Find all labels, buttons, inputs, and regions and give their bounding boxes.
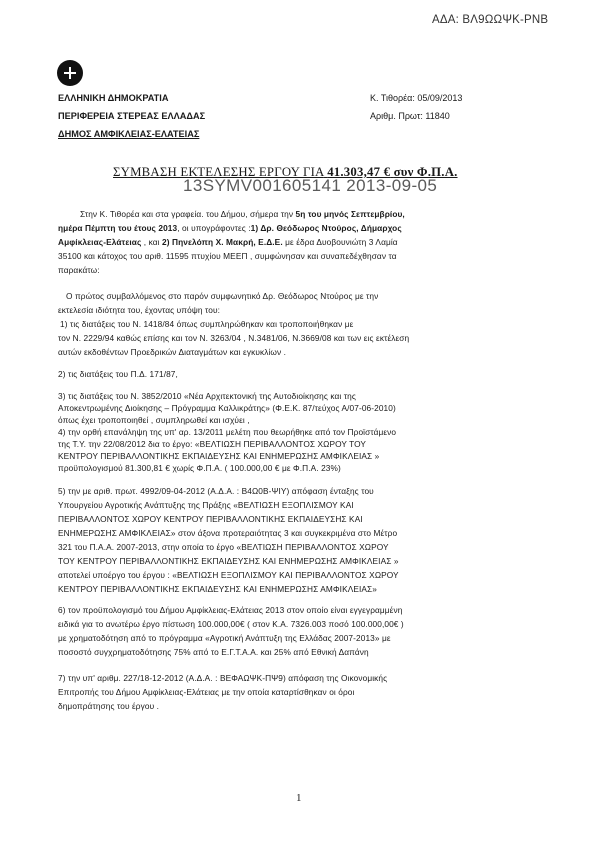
item5-line: ΠΕΡΙΒΑΛΛΟΝΤΟΣ ΧΩΡΟΥ ΚΕΝΤΡΟΥ ΠΕΡΙΒΑΛΛΟΝΤΙΚΗΣ ΕΚΠΑΙΔΕΥΣΗΣ ΚΑΙ [58, 514, 363, 524]
header-protocol-number: Αριθμ. Πρωτ: 11840 [370, 111, 450, 121]
item5-line: ΚΕΝΤΡΟΥ ΠΕΡΙΒΑΛΛΟΝΤΙΚΗΣ ΕΚΠΑΙΔΕΥΣΗΣ ΚΑΙ ΕΝΗΜΕΡΩΣΗΣ ΑΜΦΙΚΛΕΙΑΣ» [58, 584, 377, 594]
item3-line: 3) τις διατάξεις του Ν. 3852/2010 «Νέα Αρχιτεκτονική της Αυτοδιοίκησης και της [58, 391, 356, 401]
item4-line: ΚΕΝΤΡΟΥ ΠΕΡΙΒΑΛΛΟΝΤΙΚΗΣ ΕΚΠΑΙΔΕΥΣΗΣ ΚΑΙ ΕΝΗΜΕΡΩΣΗΣ ΑΜΦΙΚΛΕΙΑΣ » [58, 451, 380, 461]
intro-line-3: Αμφίκλειας-Ελάτειας , και 2) Πηνελόπη Χ. Μακρή, Ε.Δ.Ε. με έδρα Δυοβουνιώτη 3 Λαμία [58, 237, 398, 247]
page-number: 1 [296, 792, 302, 804]
para1-line: Ο πρώτος συμβαλλόμενος στο παρόν συμφωνητικό Δρ. Θεόδωρος Ντούρος με την [66, 291, 379, 301]
para1-line: τον Ν. 2229/94 καθώς επίσης και τον Ν. 3263/04 , Ν.3481/06, Ν.3669/08 και των εις εκτέλεση [58, 333, 410, 343]
item6-line: με χρηματοδότηση από το πρόγραμμα «Αγροτική Ανάπτυξη της Ελλάδας 2007-2013» με [58, 633, 391, 643]
item3-line: Αποκεντρωμένης Διοίκησης – Πρόγραμμα Καλλικράτης» (Φ.Ε.Κ. 87/τεύχος Α/07-06-2010) [58, 403, 396, 413]
item5-line: ΕΝΗΜΕΡΩΣΗΣ ΑΜΦΙΚΛΕΙΑΣ» στον άξονα προτεραιότητας 3 και συγκεκριμένα στο Μέτρο [58, 528, 398, 538]
item4-line: της Τ.Υ. την 22/08/2012 δια το έργο: «ΒΕΛΤΙΩΣΗ ΠΕΡΙΒΑΛΛΟΝΤΟΣ ΧΩΡΟΥ ΤΟΥ [58, 439, 367, 449]
item5-line: 321 του Π.Α.Α. 2007-2013, στην οποία το έργο «ΒΕΛΤΙΩΣΗ ΠΕΡΙΒΑΛΛΟΝΤΟΣ ΧΩΡΟΥ [58, 542, 389, 552]
title-prefix: ΣΥΜΒΑΣΗ ΕΚΤΕΛΕΣΗΣ ΕΡΓΟΥ ΓΙΑ [113, 165, 324, 179]
header-municipality: ΔΗΜΟΣ ΑΜΦΙΚΛΕΙΑΣ-ΕΛΑΤΕΙΑΣ [58, 129, 200, 139]
intro-line-5: παρακάτω: [58, 265, 100, 275]
item5-line: Υπουργείου Αγροτικής Ανάπτυξης της Πράξης «ΒΕΛΤΙΩΣΗ ΕΞΟΠΛΙΣΜΟΥ ΚΑΙ [58, 500, 354, 510]
title-suffix: συν Φ.Π.Α. [393, 165, 458, 179]
item5-line: αποτελεί υποέργο του έργου : «ΒΕΛΤΙΩΣΗ ΕΞΟΠΛΙΣΜΟΥ ΚΑΙ ΠΕΡΙΒΑΛΛΟΝΤΟΣ ΧΩΡΟΥ [58, 570, 399, 580]
intro-line-2: ημέρα Πέμπτη του έτους 2013, οι υπογράφοντες :1) Δρ. Θεόδωρος Ντούρος, Δήμαρχος [58, 223, 402, 233]
item7-line: δημοπράτησης του έργου . [58, 701, 160, 711]
greek-emblem-icon [57, 60, 83, 86]
header-region: ΠΕΡΙΦΕΡΕΙΑ ΣΤΕΡΕΑΣ ΕΛΛΑΔΑΣ [58, 111, 206, 121]
ada-stamp: ΑΔΑ: ΒΛ9ΩΩΨΚ-ΡΝΒ [432, 14, 549, 26]
item4-line: 4) την ορθή επανάληψη της υπ' αρ. 13/2011 μελέτη που θεωρήθηκε από τον Προϊστάμενο [58, 427, 397, 437]
item-2: 2) τις διατάξεις του Π.Δ. 171/87, [58, 369, 178, 379]
header-republic: ΕΛΛΗΝΙΚΗ ΔΗΜΟΚΡΑΤΙΑ [58, 93, 169, 103]
item6-line: ποσοστό συγχρηματοδότησης 75% από το Ε.Γ.Τ.Α.Α. και 25% από Εθνική Δαπάνη [58, 647, 369, 657]
intro-line-1: Στην Κ. Τιθορέα και στα γραφεία. του Δήμου, σήμερα την 5η του μηνός Σεπτεμβρίου, [80, 209, 405, 219]
item5-line: ΤΟΥ ΚΕΝΤΡΟΥ ΠΕΡΙΒΑΛΛΟΝΤΙΚΗΣ ΕΚΠΑΙΔΕΥΣΗΣ ΚΑΙ ΕΝΗΜΕΡΩΣΗΣ ΑΜΦΙΚΛΕΙΑΣ » [58, 556, 399, 566]
item6-line: ειδικά για το ανωτέρω έργο πίστωση 100.000,00€ ( στον Κ.Α. 7326.003 ποσό 100.000,00€ ) [58, 619, 404, 629]
item5-line: 5) την με αριθ. πρωτ. 4992/09-04-2012 (Α.Δ.Α. : Β4Ω0Β-ΨΙΥ) απόφαση ένταξης του [58, 486, 374, 496]
header-date: Κ. Τιθορέα: 05/09/2013 [370, 93, 463, 103]
item6-line: 6) τον προϋπολογισμό του Δήμου Αμφίκλειας-Ελάτειας 2013 στον οποίο είναι εγγεγραμμένη [58, 605, 403, 615]
item7-line: Επιτροπής του Δήμου Αμφίκλειας-Ελάτειας με την οποία καταρτίσθηκαν οι όροι [58, 687, 355, 697]
ada-watermark: 13SYMV001605141 2013-09-05 [183, 176, 438, 195]
para1-line: αυτών εκδοθέντων Προεδρικών Διαταγμάτων και εγκυκλίων . [58, 347, 287, 357]
para1-line: 1) τις διατάξεις του Ν. 1418/84 όπως συμπληρώθηκαν και τροποποιήθηκαν με [60, 319, 354, 329]
item3-line: όπως έχει τροποποιηθεί , συμπληρωθεί και ισχύει , [58, 415, 250, 425]
para1-line: εκτελεσία ιδιότητα του, έχοντας υπόψη του: [58, 305, 220, 315]
title-amount: 41.303,47 € [327, 165, 391, 179]
item4-line: προϋπολογισμού 81.300,81 € χωρίς Φ.Π.Α. ( 100.000,00 € με Φ.Π.Α. 23%) [58, 463, 341, 473]
item7-line: 7) την υπ' αριθμ. 227/18-12-2012 (Α.Δ.Α. : ΒΕΦΑΩΨΚ-ΠΨ9) απόφαση της Οικονομικής [58, 673, 388, 683]
intro-line-4: 35100 και κάτοχος του αριθ. 11595 πτυχίου ΜΕΕΠ , συμφώνησαν και συναπεδέχθησαν τα [58, 251, 397, 261]
